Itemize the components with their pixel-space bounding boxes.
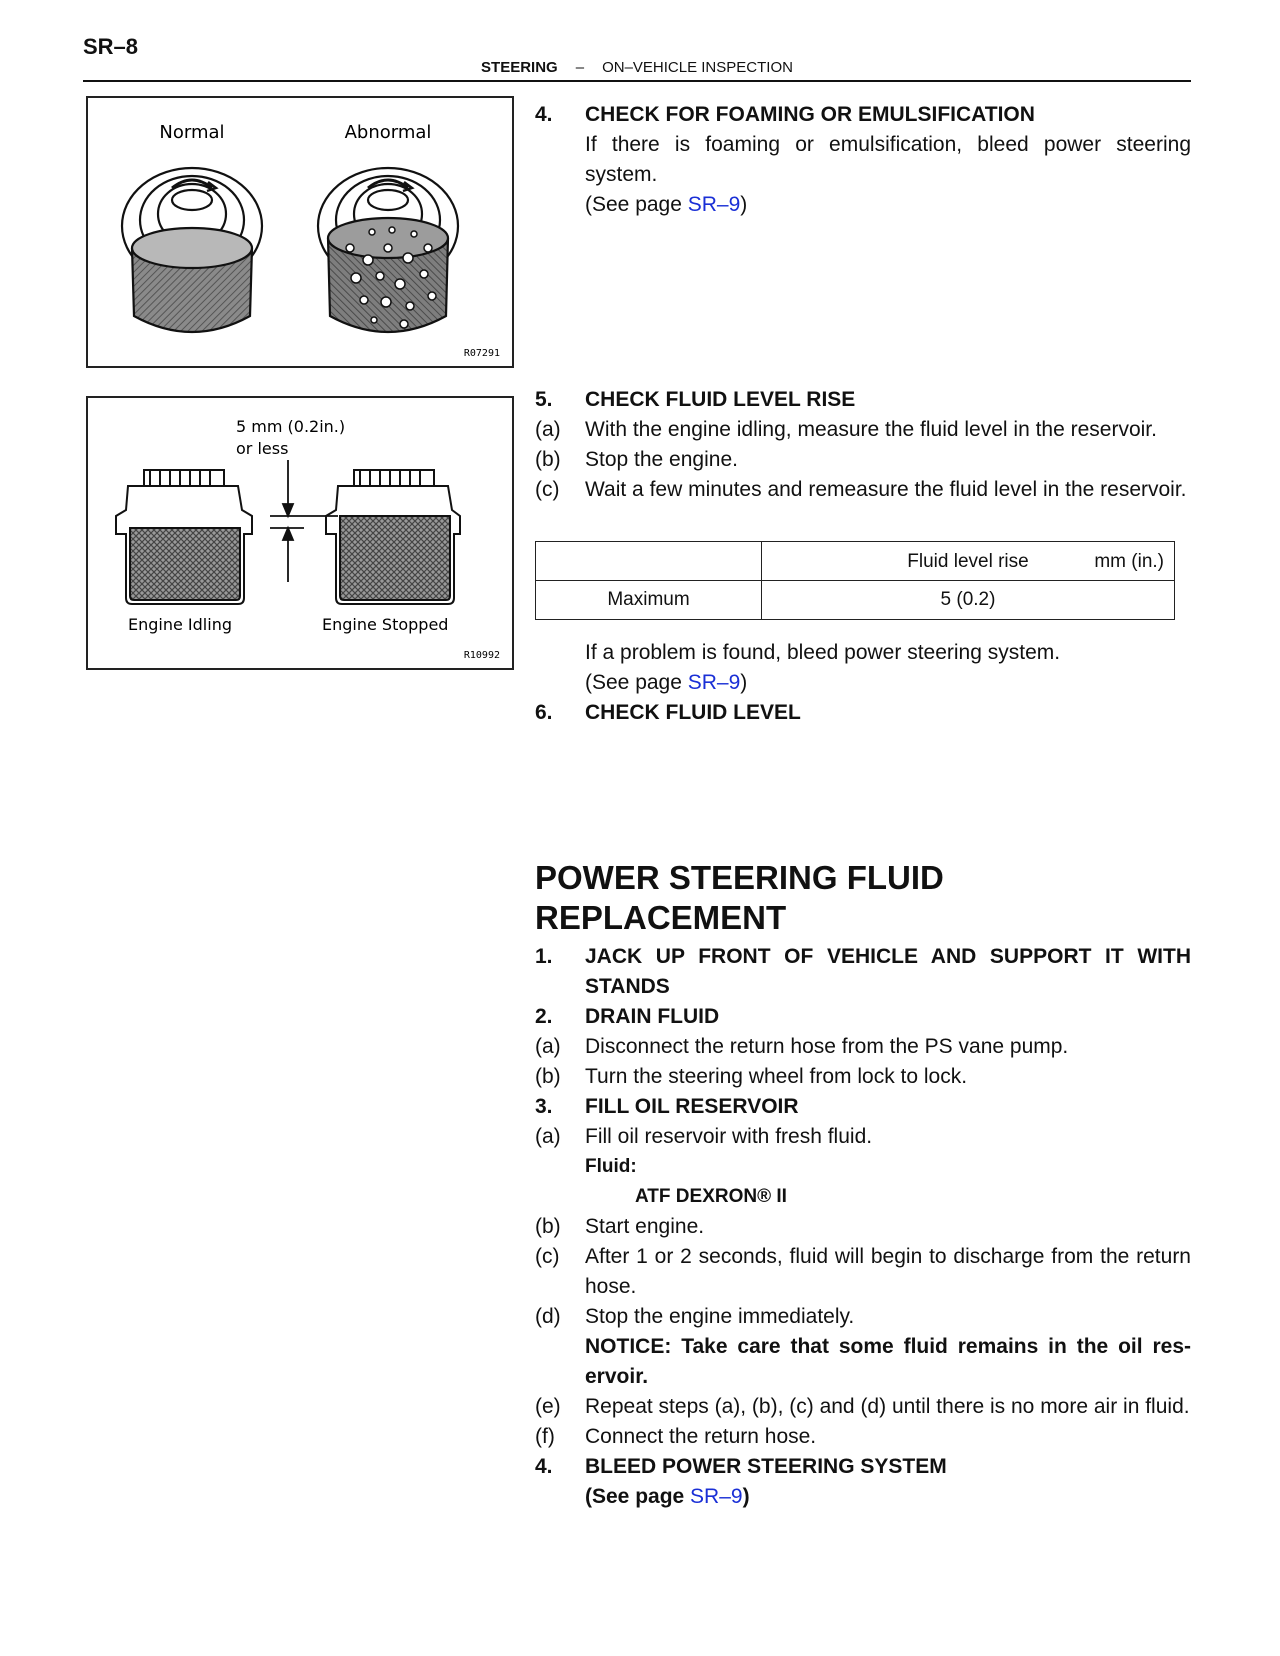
step-6-number: 6. [535, 701, 553, 724]
label-measure-1: 5 mm (0.2in.) [236, 417, 346, 436]
page-code: SR–8 [83, 34, 139, 59]
step-5-number: 5. [535, 388, 553, 411]
link-sr-9[interactable]: SR–9 [687, 671, 741, 694]
page-header [83, 58, 1191, 82]
step-r3b: (b) Start engine. [535, 1215, 705, 1238]
figure1-code: R07291 [463, 348, 500, 359]
label-engine-idling: Engine Idling [128, 615, 232, 634]
spec-table [535, 541, 1175, 620]
table-row-label: Maximum [536, 581, 762, 620]
fluid-label: Fluid: [585, 1156, 637, 1177]
step-5-title: CHECK FLUID LEVEL RISE [585, 388, 856, 411]
step-4-text: If there is foaming or emulsification, bleed power steering system. [585, 133, 1191, 186]
step-r3f: (f) Connect the return hose. [535, 1425, 817, 1448]
reservoir-stopped [326, 470, 460, 604]
table-row-value: 5 (0.2) [762, 581, 1175, 620]
notice: NOTICE: Take care that some fluid remains in the oil res-ervoir. [585, 1335, 1191, 1388]
step-r3a: (a) Fill oil reservoir with fresh fluid. [535, 1125, 873, 1148]
table-header-label: Fluid level rise [907, 551, 1029, 572]
section-heading: POWER STEERING FLUID REPLACEMENT [535, 859, 944, 936]
step-r2a: (a) Disconnect the return hose from the PS vane pump. [535, 1035, 1069, 1058]
link-sr-9[interactable]: SR–9 [690, 1485, 743, 1508]
header-separator: – [575, 59, 585, 76]
after-table [535, 638, 1191, 728]
step-r3d: (d) Stop the engine immediately. [535, 1305, 855, 1328]
label-measure-2: or less [236, 439, 289, 458]
label-engine-stopped: Engine Stopped [322, 615, 449, 634]
step-r4-title: BLEED POWER STEERING SYSTEM [585, 1455, 947, 1478]
figure2-code: R10992 [463, 650, 500, 661]
step-5 [535, 385, 1191, 505]
after-table-text: If a problem is found, bleed power steering system. [585, 641, 1061, 664]
table-row [536, 542, 1175, 581]
figure-fluid-level [86, 396, 514, 670]
step-r2-title: DRAIN FLUID [585, 1005, 720, 1028]
reservoir-idling [116, 470, 252, 604]
step-r2b: (b) Turn the steering wheel from lock to lock. [535, 1065, 968, 1088]
step-r1-title: JACK UP FRONT OF VEHICLE AND SUPPORT IT WITH STANDS [585, 945, 1191, 998]
label-abnormal: Abnormal [344, 122, 432, 143]
step-r3c: (c) After 1 or 2 seconds, fluid will begin to discharge from the return hose. [535, 1245, 1191, 1298]
after-table-see-page: (See page SR–9) [585, 671, 748, 694]
header-subsection: ON–VEHICLE INSPECTION [602, 59, 793, 76]
step-5c: (c) Wait a few minutes and remeasure the fluid level in the reservoir. [535, 478, 1187, 501]
step-5b: (b) Stop the engine. [535, 448, 738, 471]
step-r4-see-page: (See page SR–9) [585, 1485, 750, 1508]
step-r3e: (e) Repeat steps (a), (b), (c) and (d) until there is no more air in fluid. [535, 1395, 1190, 1418]
step-4-title: CHECK FOR FOAMING OR EMULSIFICATION [585, 103, 1035, 126]
table-header-unit: mm (in.) [1094, 551, 1164, 572]
step-4-number: 4. [535, 103, 553, 126]
step-r3-title: FILL OIL RESERVOIR [585, 1095, 799, 1118]
label-normal: Normal [159, 122, 225, 143]
step-4 [535, 100, 1191, 220]
step-5a: (a) With the engine idling, measure the fluid level in the reservoir. [535, 418, 1157, 441]
replacement-steps: 1. JACK UP FRONT OF VEHICLE AND SUPPORT IT WITH STANDS 2. DRAIN FLUID (a) Disconnect the return hose from the PS vane pump. (b) Turn the steering wheel from lock to lock. 3. FILL OIL RESERVOIR (a) Fill oil reservoir with fresh fluid. Fluid: ATF DEXRON® II (b) Start engine. (c) After 1 or 2 seconds, fluid will begin to discharge from the return hose. (d) Stop the engine immediately. NOTICE: Take care that some fluid remains in the oil res-ervoir. (e) Repeat steps (a), (b), (c) and (d) until there is no more air in fluid. (f) Connect the return hose. 4. BLEED POWER STEERING SYSTEM (See page SR–9) [535, 942, 1191, 1512]
link-sr-9[interactable]: SR–9 [687, 193, 741, 216]
table-row [536, 581, 1175, 620]
reservoir-abnormal [318, 168, 458, 332]
fluid-value: ATF DEXRON® II [635, 1186, 787, 1207]
figure-foaming [86, 96, 514, 368]
step-6-title: CHECK FLUID LEVEL [585, 701, 801, 724]
header-section: STEERING [481, 59, 558, 76]
reservoir-normal [122, 168, 262, 332]
step-4-see-page: (See page SR–9) [585, 193, 748, 216]
